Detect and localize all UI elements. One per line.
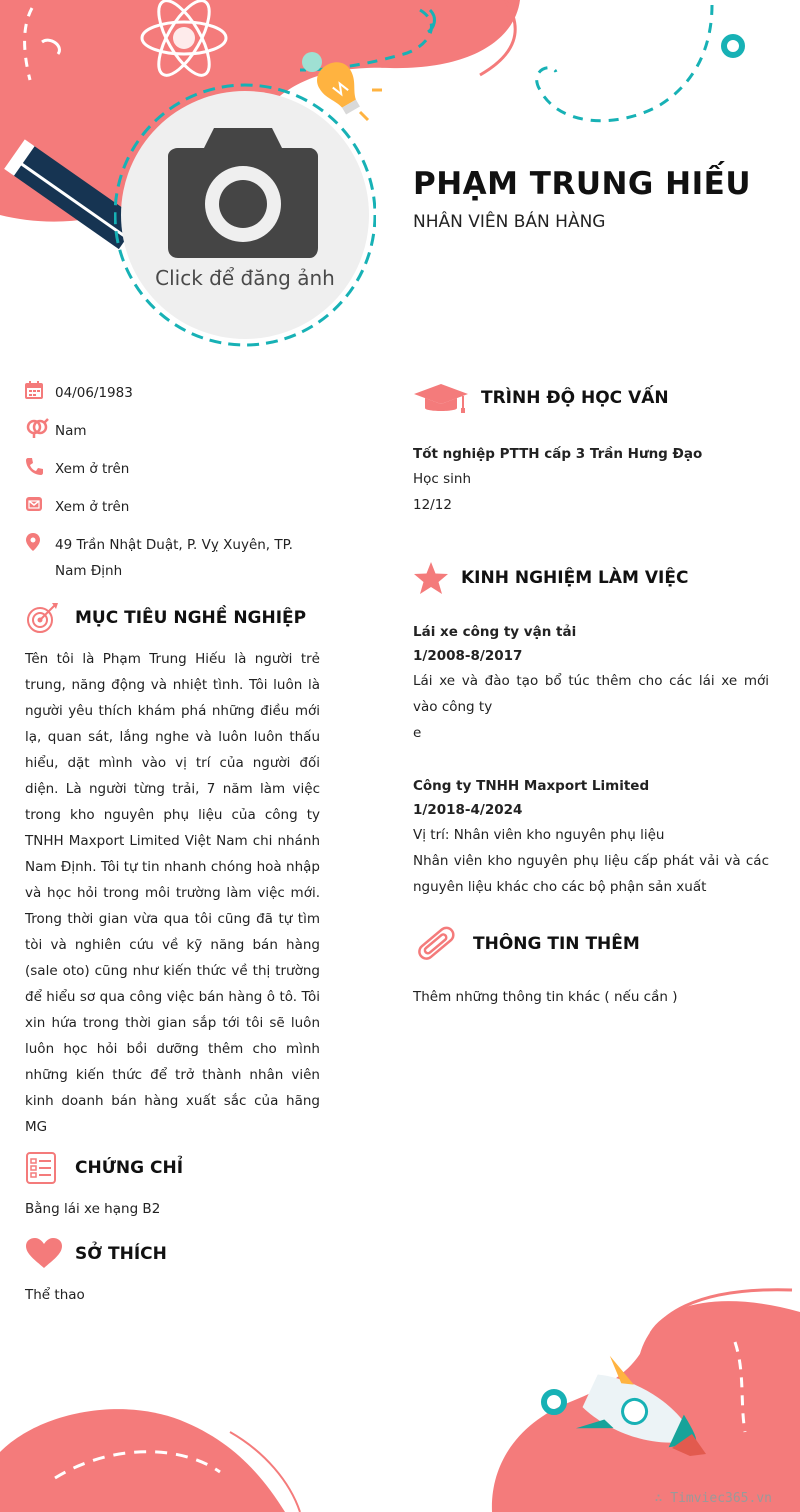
bottom-decoration [0, 1272, 800, 1512]
address-row [25, 532, 320, 584]
target-icon [25, 600, 75, 636]
candidate-name: PHẠM TRUNG HIẾU [413, 166, 751, 202]
education-title: TRÌNH ĐỘ HỌC VẤN [481, 388, 669, 408]
email-value: Xem ở trên [55, 499, 130, 515]
certificates-text: Bằng lái xe hạng B2 [25, 1201, 161, 1217]
hobbies-text: Thể thao [25, 1287, 85, 1303]
email-icon [25, 494, 55, 514]
experience-item [413, 774, 769, 900]
gender-value: Nam [55, 423, 87, 439]
certificates-heading [25, 1146, 320, 1190]
checklist-icon [25, 1151, 75, 1185]
certificates-title: CHỨNG CHỈ [75, 1158, 184, 1178]
phone-row [25, 456, 320, 482]
extra-info-text: Thêm những thông tin khác ( nếu cần ) [413, 989, 678, 1005]
gender-row [25, 418, 320, 444]
education-school: Tốt nghiệp PTTH cấp 3 Trần Hưng Đạo [413, 446, 703, 462]
objective-text: Tên tôi là Phạm Trung Hiếu là người trẻ trung, năng động và nhiệt tình. Tôi luôn là người yêu thích khám phá những điều mới lạ, quan sát, lắng nghe và luôn luôn thấu hiểu, dặt mình vào vị trí của người đối diện. Là người từng trải, 7 năm làm việc trong kho nguyên phụ liệu của công ty TNHH Maxport Limited Việt Nam chi nhánh Nam Định. Tôi tự tin nhanh chóng hoà nhập và học hỏi trong môi trường làm việc mới. Trong thời gian vừa qua tôi cũng đã tự tìm tòi và nghiên cứu về kỹ năng bán hàng (sale oto) cũng như kiến thức về thị trường để hiểu sơ qua công việc bán hàng ô tô. Tôi xin hứa trong thời gian sắp tới tôi sẽ luôn luôn học hỏi bồi dưỡng thêm cho mình những kiến thức để trở thành nhân viên kinh doanh bán hàng xuất sắc của hãng MG [25, 651, 320, 1135]
avatar-upload[interactable] [114, 82, 376, 348]
phone-icon [25, 456, 55, 476]
objective-title: MỤC TIÊU NGHỀ NGHIỆP [75, 608, 307, 628]
experience-period: 1/2018-4/2024 [413, 802, 523, 818]
address-value: 49 Trần Nhật Duật, P. Vỵ Xuyên, TP. Nam Định [55, 537, 293, 579]
extra-info-title: THÔNG TIN THÊM [473, 934, 640, 954]
camera-icon [164, 126, 324, 266]
experience-description: Vị trí: Nhân viên kho nguyên phụ liệu [413, 827, 665, 843]
right-column [413, 376, 769, 1010]
birthday-row [25, 380, 320, 406]
education-grade: 12/12 [413, 497, 452, 513]
experience-heading [413, 556, 769, 600]
upload-photo-label: Click để đăng ảnh [155, 266, 335, 290]
phone-value: Xem ở trên [55, 461, 130, 477]
watermark: ∴ Timviec365.vn [654, 1491, 772, 1506]
experience-period: 1/2008-8/2017 [413, 648, 523, 664]
education-role: Học sinh [413, 471, 472, 487]
graduation-cap-icon [413, 382, 469, 414]
hobbies-title: SỞ THÍCH [75, 1244, 167, 1264]
experience-note: Nhân viên kho nguyên phụ liệu cấp phát vải và các nguyên liệu khác cho các bộ phận sản xuất [413, 853, 769, 895]
experience-company: Lái xe công ty vận tải [413, 624, 577, 640]
hobbies-heading [25, 1232, 320, 1276]
experience-note: e [413, 725, 422, 741]
paperclip-icon [413, 924, 461, 964]
left-column [25, 380, 320, 1308]
gender-icon [25, 418, 55, 438]
candidate-position: NHÂN VIÊN BÁN HÀNG [413, 212, 606, 232]
calendar-icon [25, 380, 55, 400]
experience-company: Công ty TNHH Maxport Limited [413, 778, 650, 794]
objective-heading [25, 596, 320, 640]
birthday-value: 04/06/1983 [55, 385, 133, 401]
name-block [413, 166, 793, 232]
extra-info-heading [413, 922, 769, 966]
location-pin-icon [25, 532, 55, 552]
star-icon [413, 561, 449, 595]
heart-icon [25, 1238, 75, 1270]
email-row [25, 494, 320, 520]
education-heading [413, 376, 769, 420]
experience-description: Lái xe và đào tạo bổ túc thêm cho các lái xe mới vào công ty [413, 673, 769, 715]
experience-title: KINH NGHIỆM LÀM VIỆC [461, 568, 689, 588]
experience-item [413, 620, 769, 746]
